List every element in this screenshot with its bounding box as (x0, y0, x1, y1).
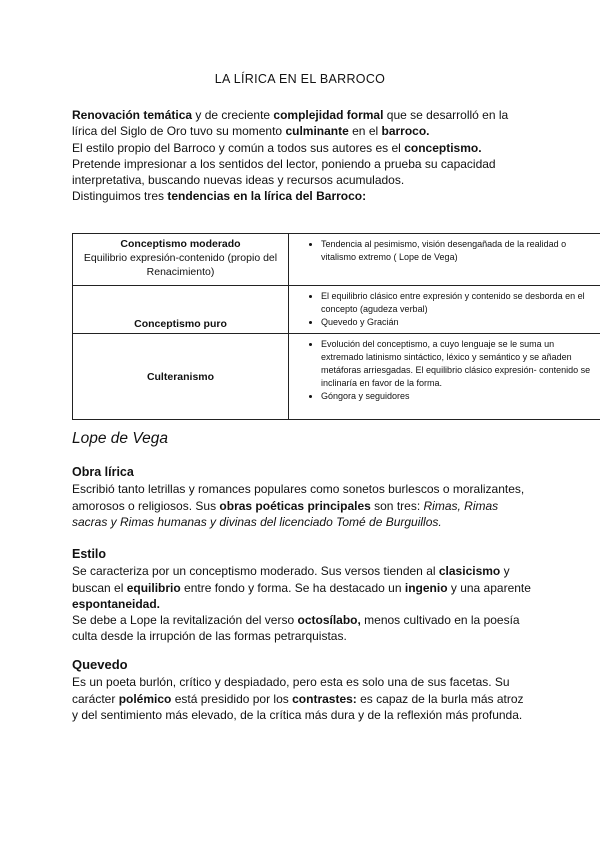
section-heading: Obra lírica (72, 465, 134, 479)
table-row (73, 286, 600, 334)
bold-text: obras poéticas principales (219, 498, 371, 513)
intro-paragraph (72, 140, 532, 156)
lope-heading: Lope de Vega (72, 430, 168, 447)
intro-section (72, 107, 532, 205)
bold-text: equilibrio (126, 580, 181, 595)
section-paragraph (72, 481, 532, 530)
text-run: menos cultivado en la poesía culta desde la irrupción de las formas petrarquistas. (72, 613, 520, 644)
text-run: entre fondo y forma. Se ha destacado un (180, 580, 405, 595)
list-item: • Evolución del conceptismo, a cuyo lenguaje se le suma un extremado latinismo sintáctico, léxico y semántico y se añaden metáforas arriesgadas. El equilibrio clásico expresión- contenido se inclinaría en favor de la forma. (321, 338, 594, 390)
text-run: Se debe a Lope la revitalización del verso (72, 613, 298, 628)
tendency-label: Conceptismo moderado (120, 238, 241, 250)
bold-text: conceptismo. (404, 140, 482, 155)
text-run: en el (348, 124, 382, 139)
tendency-description-cell (289, 234, 600, 286)
tendency-sublabel: Equilibrio expresión-contenido (propio del Renacimiento) (83, 252, 278, 278)
estilo-section (72, 546, 532, 645)
text-run: Escribió tanto letrillas y romances populares como sonetos burlescos o moralizantes, amorosos o religiosos. Sus (72, 482, 525, 513)
tendency-label-cell (73, 286, 289, 334)
list-item: • Tendencia al pesimismo, visión desengañada de la realidad o vitalismo extremo ( Lope de Vega) (321, 238, 594, 264)
text-run: y buscan el (72, 564, 510, 595)
text-run: es capaz de la burla más atroz y del sentimiento más elevado, de la crítica más dura y de la reflexión más profunda. (72, 691, 524, 722)
text-run: son tres: (370, 498, 424, 513)
tendency-label-cell (73, 334, 289, 420)
italic-text: Rimas, Rimas sacras y Rimas humanas y divinas del licenciado Tomé de Burguillos. (72, 498, 499, 529)
bold-text: barroco. (381, 124, 430, 139)
text-run: El estilo propio del Barroco y común a todos sus autores es el (72, 140, 405, 155)
list-item: • Góngora y seguidores (321, 390, 594, 403)
bold-text: culminante (285, 124, 349, 139)
section-paragraph (72, 674, 532, 723)
section-paragraph (72, 612, 532, 645)
tendency-description-cell (289, 334, 600, 420)
bold-text: complejidad formal (273, 108, 384, 122)
bold-text: espontaneidad. (72, 596, 161, 611)
text-run: que se desarrolló en la lírica del Siglo de Oro tuvo su momento (72, 108, 509, 139)
bold-text: ingenio (404, 580, 448, 595)
list-item: • Quevedo y Gracián (321, 316, 594, 329)
text-run: y de creciente (192, 108, 274, 122)
text-run: Es un poeta burlón, crítico y despiadado, pero esta es solo una de sus facetas. Su carácter (72, 675, 510, 706)
list-item: • El equilibrio clásico entre expresión y contenido se desborda en el concepto (agudeza verbal) (321, 290, 594, 316)
intro-paragraph (72, 107, 532, 140)
bold-text: polémico (118, 691, 172, 706)
text-run: está presidido por los (171, 691, 293, 706)
tendency-label: Conceptismo puro (134, 318, 227, 330)
intro-paragraph: Pretende impresionar a los sentidos del lector, poniendo a prueba su capacidad interpretativa, buscando nuevas ideas y recursos acumulados. (72, 156, 496, 188)
bold-text: tendencias en la lírica del Barroco: (167, 189, 367, 204)
bold-text: clasicismo (438, 564, 501, 579)
page-title: LA LÍRICA EN EL BARROCO (214, 72, 386, 86)
text-run: Distinguimos tres (72, 189, 168, 204)
table-row (73, 234, 600, 286)
tendency-label-cell (73, 234, 289, 286)
quevedo-section (72, 657, 532, 723)
text-run: y una aparente (447, 580, 531, 595)
tendency-label: Culteranismo (146, 370, 215, 383)
bold-text: octosílabo, (297, 613, 361, 628)
bold-text: contrastes: (292, 691, 357, 706)
tendencies-table (72, 233, 600, 420)
intro-paragraph (72, 188, 532, 204)
tendency-description-cell (289, 286, 600, 334)
table-row (73, 334, 600, 420)
text-run: Se caracteriza por un conceptismo moderado. Sus versos tienden al (72, 564, 439, 579)
section-paragraph (72, 563, 532, 612)
section-heading: Estilo (72, 547, 107, 561)
obra-lirica-section (72, 464, 532, 530)
section-heading: Quevedo (72, 657, 128, 672)
bold-text: Renovación temática (72, 108, 193, 122)
